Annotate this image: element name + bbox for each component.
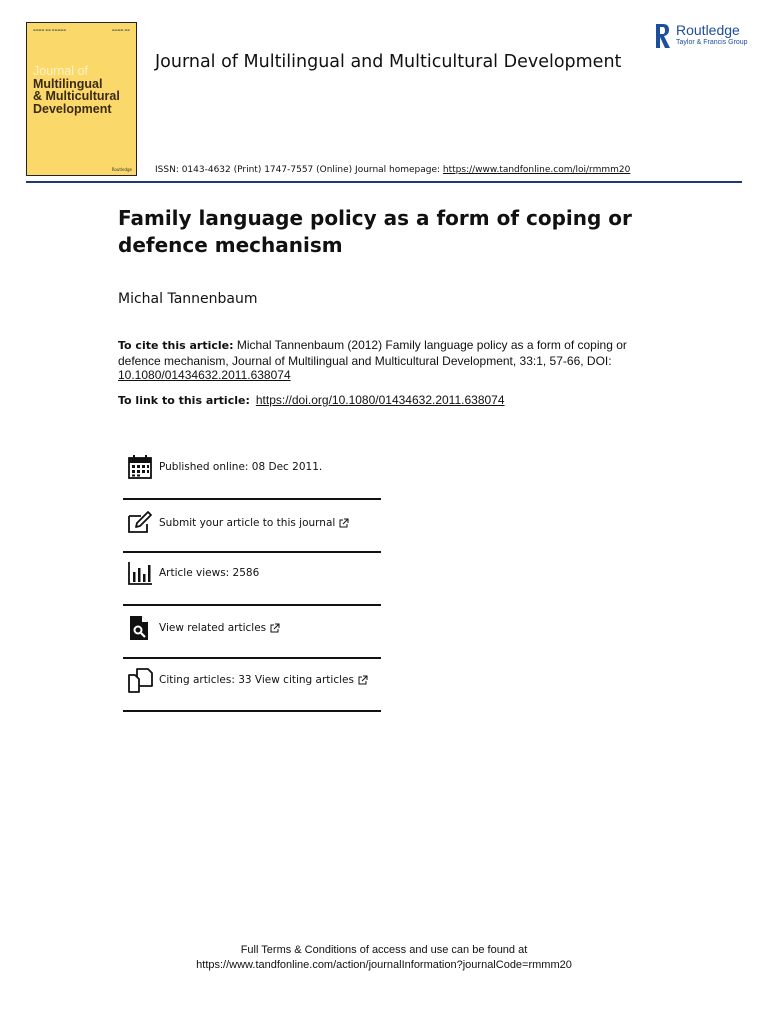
logo-subtitle: Taylor & Francis Group: [676, 39, 748, 46]
link-label: To link to this article:: [118, 394, 250, 407]
cover-issn-text: ▬▬▬▬ ▬▬: [112, 28, 130, 32]
published-row: [123, 441, 381, 493]
citation-doi-link[interactable]: 10.1080/01434632.2011.638074: [118, 368, 291, 382]
footer: [0, 943, 768, 973]
issn-text: ISSN: 0143-4632 (Print) 1747-7557 (Online) Journal homepage:: [155, 165, 443, 175]
citing-articles-row[interactable]: [123, 654, 381, 706]
published-date: Published online: 08 Dec 2011.: [159, 461, 323, 473]
article-views-row: [123, 547, 381, 599]
journal-homepage-link[interactable]: https://www.tandfonline.com/loi/rmmm20: [442, 165, 631, 175]
article-title: Family language policy as a form of coping or defence mechanism: [118, 206, 632, 257]
related-articles-row[interactable]: [123, 602, 381, 654]
bar-chart-icon: [127, 560, 153, 586]
footer-terms-text: Full Terms & Conditions of access and use can be found at: [240, 944, 528, 956]
article-author: Michal Tannenbaum: [118, 291, 258, 307]
citation-label: To cite this article:: [118, 339, 234, 352]
citing-articles-label[interactable]: Citing articles: 33 View citing articles: [159, 674, 354, 686]
article-link-block: [118, 393, 505, 407]
cover-title-line: Development: [33, 101, 112, 116]
cover-title: [33, 65, 133, 115]
submit-article-row[interactable]: [123, 497, 381, 549]
citation-text: Michal Tannenbaum (2012) Family language policy as a form of coping or defence mechanism, Journal of Multilingual and Multicultural Development, 33:1, 57-66, DOI:: [118, 338, 627, 368]
external-link-icon: [358, 675, 368, 685]
submit-article-label-wrap: [159, 497, 349, 549]
document-search-icon: [127, 615, 153, 641]
edit-icon: [127, 510, 153, 536]
footer-terms-link[interactable]: https://www.tandfonline.com/action/journalInformation?journalCode=rmmm20: [196, 959, 572, 971]
citation-block: [118, 338, 648, 383]
cover-publisher: Routledge: [111, 167, 132, 172]
cover-title-line: Journal of: [33, 64, 88, 78]
routledge-logo: [654, 22, 754, 52]
citing-articles-label-wrap: [159, 654, 368, 706]
journal-cover: [26, 22, 137, 176]
cover-title-line: & Multicultural: [33, 89, 120, 103]
logo-name: Routledge: [676, 22, 740, 38]
copy-documents-icon: [127, 667, 153, 693]
external-link-icon: [339, 518, 349, 528]
article-views: Article views: 2586: [159, 567, 260, 579]
submit-article-label[interactable]: Submit your article to this journal: [159, 517, 336, 529]
journal-name: Journal of Multilingual and Multicultural Development: [155, 52, 622, 72]
cover-volume-text: ▬▬▬▬ ▬▬ ▬▬▬▬▬: [33, 28, 67, 32]
article-doi-link[interactable]: https://doi.org/10.1080/01434632.2011.638074: [255, 393, 505, 407]
external-link-icon: [270, 623, 280, 633]
issn-line: [155, 165, 630, 175]
header-rule: [26, 181, 742, 183]
related-articles-label[interactable]: View related articles: [159, 622, 267, 634]
divider: [123, 710, 381, 712]
routledge-r-icon: [654, 22, 672, 50]
cover-title-line: Multilingual: [33, 76, 103, 91]
related-articles-label-wrap: [159, 602, 280, 654]
calendar-icon: [127, 454, 153, 480]
